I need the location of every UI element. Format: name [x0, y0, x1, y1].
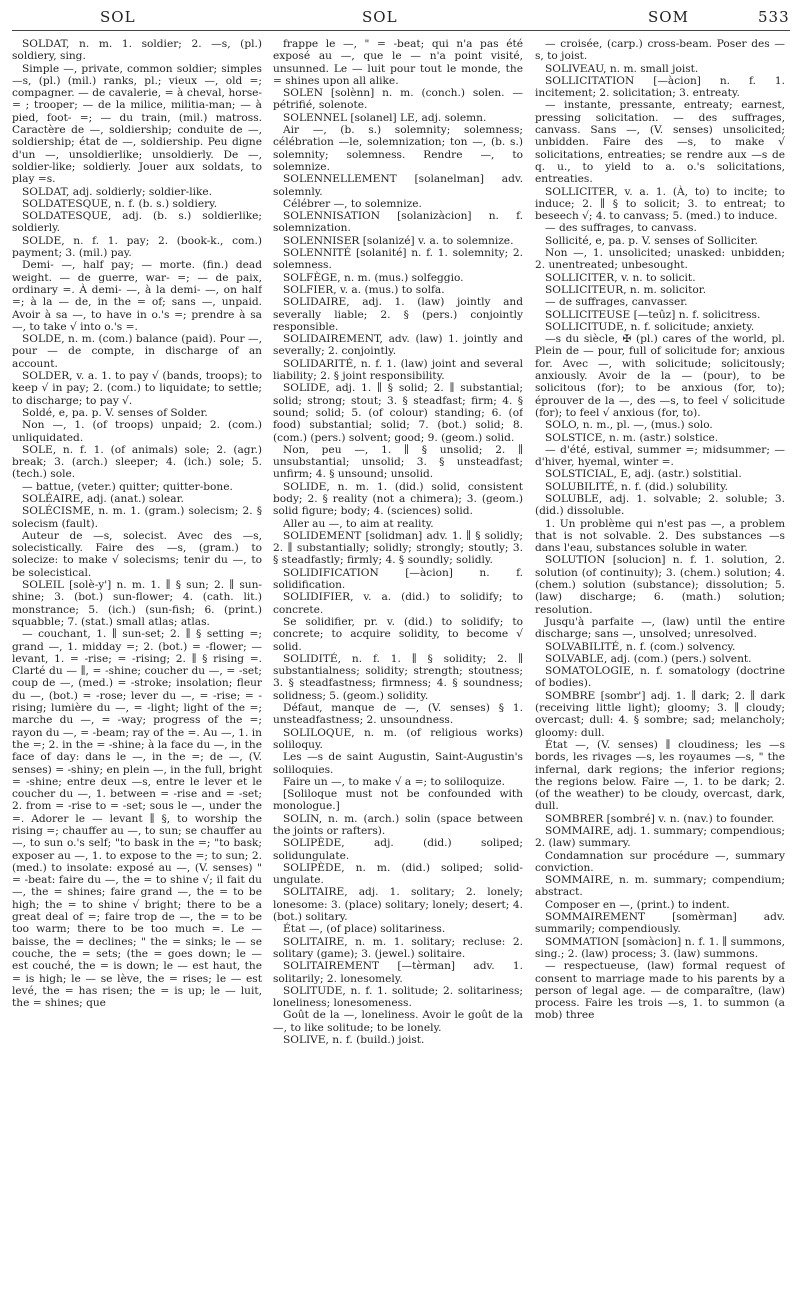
dictionary-entry: Goût de la —, loneliness. Avoir le goût de la —, to like solitude; to be lonely. [273, 1009, 523, 1034]
dictionary-entry: SOMMATION [somàcion] n. f. 1. ∥ summons, sing.; 2. (law) process; 3. (law) summons. [535, 935, 785, 960]
dictionary-entry: —s du siècle, ✠ (pl.) cares of the world, pl. Plein de — pour, full of solicitude for; anxious for. Avec —, with solicitude; solicitously; anxiously. Avoir de la — (pour), to be solicitous (for); to be anxious (for, to); éprouver de la —, des —s, to feel √ solicitude (for); to feel √ anxious (for, to). [535, 333, 785, 419]
dictionary-entry: Jusqu'à parfaite —, (law) until the entire discharge; sans —, unsolved; unresolved. [535, 615, 785, 641]
dictionary-entry: Non, peu —, 1. ∥ § unsolid; 2. ∥ unsubstantial; unsolid; 3. § unsteadfast; unfirm; 4. § unsound; unsolid. [273, 443, 523, 481]
dictionary-entry: Demi- —, half pay; — morte. (fin.) dead weight. — de guerre, war- =; — de paix, ordinary =. À demi- —, à la demi- —, on half =; à la — de, in the = of; sans —, unpaid. Avoir à sa —, to have in o.'s =; prendre à sa —, to take √ into o.'s =. [12, 259, 262, 333]
dictionary-entry: SOLÉAIRE, adj. (anat.) solear. [22, 492, 184, 505]
dictionary-entry: SOLSTICIAL, E, adj. (astr.) solstitial. [545, 468, 742, 481]
dictionary-entry: SOLLICITATION [—àcion] n. f. 1. incitement; 2. solicitation; 3. entreaty. [535, 74, 785, 100]
dictionary-entry: SOLIDARITÉ, n. f. 1. (law) joint and several liability; 2. § joint responsibility. [273, 357, 523, 383]
dictionary-entry: SOLIVEAU, n. m. small joist. [545, 62, 699, 75]
dictionary-entry: — d'été, estival, summer =; midsummer; — d'hiver, hyemal, winter =. [535, 443, 785, 469]
dictionary-entry: SOLIDE, n. m. 1. (did.) solid, consistent body; 2. § reality (not a chimera); 3. (geom.) solid figure; body; 4. (sciences) solid. [273, 480, 523, 518]
dictionary-entry: SOMBRER [sombré] v. n. (nav.) to founder. [545, 812, 775, 825]
dictionary-entry: SOLLICITUDE, n. f. solicitude; anxiety. [545, 320, 755, 333]
column-left [12, 38, 262, 1300]
dictionary-entry: SOMBRE [sombr'] adj. 1. ∥ dark; 2. ∥ dark (receiving little light); gloomy; 3. ∥ cloudy; overcast; dull: 4. § sombre; sad; melancholy; gloomy: dull. [535, 689, 785, 739]
dictionary-entry: SOLUBLE, adj. 1. solvable; 2. soluble; 3. (did.) dissoluble. [535, 492, 785, 518]
dictionary-entry: SOLLICITER, v. n. to solicit. [545, 271, 696, 284]
dictionary-entry: État —, (V. senses) ∥ cloudiness; les —s bords, les rivages —s, les royaumes —s, " the infernal, dark regions; the inferior regions; the regions below. Faire —, 1. to be dark; 2. (of the weather) to be cloudy, overcast, dark, dull. [535, 738, 785, 813]
dictionary-entry: SOLO, n. m., pl. —, (mus.) solo. [545, 419, 713, 432]
dictionary-entry: Air —, (b. s.) solemnity; solemness; célébration —le, solemnization; ton —, (b. s.) solemnity; solemness. Rendre —, to solemnize. [273, 124, 523, 173]
dictionary-entry: SOLUBILITÉ, n. f. (did.) solubility. [545, 480, 729, 493]
dictionary-entry: SOLSTICE, n. m. (astr.) solstice. [545, 431, 719, 444]
dictionary-entry: Célébrer —, to solemnize. [283, 197, 422, 210]
dictionary-entry: SOLEN [solènn] n. m. (conch.) solen. — pétrifié, solenote. [273, 87, 523, 112]
dictionary-entry: [Soliloque must not be confounded with monologue.] [273, 788, 523, 813]
dictionary-entry: SOLITAIRE, n. m. 1. solitary; recluse: 2. solitary (game); 3. (jewel.) solitaire. [273, 935, 523, 960]
dictionary-entry: SOLIDITÉ, n. f. 1. ∥ § solidity; 2. ∥ substantialness; solidity; strength; stoutness; 3. § steadfastness; firmness; 4. § soundness; solidness; 5. (geom.) solidity. [273, 652, 523, 702]
dictionary-entry: SOLDATESQUE, adj. (b. s.) soldierlike; soldierly. [12, 210, 262, 235]
dictionary-entry: SOMMAIRE, n. m. summary; compendium; abstract. [535, 874, 785, 899]
dictionary-entry: SOLFÈGE, n. m. (mus.) solfeggio. [283, 271, 464, 284]
dictionary-entry: SOLIDEMENT [solidman] adv. 1. ∥ § solidly; 2. ∥ substantially; solidly; strongly; stoutly; 3. § steadfastly; firmly; 4. § soundly; solidly. [273, 529, 523, 567]
dictionary-entry: SOLIPÈDE, n. m. (did.) soliped; solid-ungulate. [273, 861, 523, 887]
dictionary-entry: — de suffrages, canvasser. [545, 296, 688, 309]
column-middle [273, 38, 523, 1300]
dictionary-entry: SOLLICITEUSE [—teûz] n. f. solicitress. [545, 308, 761, 321]
dictionary-entry: SOLDAT, adj. soldierly; soldier-like. [22, 185, 213, 198]
running-head-left: SOL [100, 8, 136, 26]
dictionary-entry: Condamnation sur procédure —, summary conviction. [535, 849, 785, 874]
header-rule [12, 30, 790, 31]
dictionary-entry: Sollicité, e, pa. p. V. senses of Solliciter. [545, 234, 758, 247]
dictionary-entry: Se solidifier, pr. v. (did.) to solidify; to concrete; to acquire solidity, to become √ solid. [273, 615, 523, 653]
dictionary-entry: Simple —, private, common soldier; simples —s, (pl.) (mil.) ranks, pl.; vieux —, old =; compagner. — de cavalerie, = à cheval, horse- = ; trooper; — de la milice, militia-man; — à pied, foot- =; — du train, (mil.) matross. Caractère de —, soldiership; conduite de —, soldiership; état de —, soldiership. Peu digne d'un —, unsoldierlike; unsoldierly. De —, soldier-like; soldierly. Jouer aux soldats, to play =s. [12, 62, 262, 186]
dictionary-entry: — des suffrages, to canvass. [545, 222, 697, 235]
dictionary-entry: SOLIDIFIER, v. a. (did.) to solidify; to concrete. [273, 591, 523, 616]
dictionary-entry: SOLENNISER [solanizé] v. a. to solemnize. [283, 234, 514, 247]
dictionary-entry: — respectueuse, (law) formal request of consent to marriage made to his parents by a person of legal age. — de comparaître, (law) process. Faire les trois —s, 1. to summon (a mob) three [535, 960, 785, 1022]
dictionary-entry: SOLIVE, n. f. (build.) joist. [283, 1034, 425, 1047]
dictionary-entry: Les —s de saint Augustin, Saint-Augustin's soliloquies. [273, 751, 523, 776]
column-right [535, 38, 785, 1300]
dictionary-entry: SOLE, n. f. 1. (of animals) sole; 2. (agr.) break; 3. (arch.) sleeper; 4. (ich.) sole; 5. (tech.) sole. [12, 443, 262, 481]
dictionary-entry: SOLILOQUE, n. m. (of religious works) soliloquy. [273, 726, 523, 751]
dictionary-entry: État —, (of place) solitariness. [283, 923, 446, 936]
dictionary-entry: SOLUTION [solucion] n. f. 1. solution, 2. solution (of continuity); 3. (chem.) solution; 4. (chem.) solution (substance); dissolution; 5. (law) discharge; 6. (math.) solution; resolution. [535, 554, 785, 616]
dictionary-entry: SOLDAT, n. m. 1. soldier; 2. —s, (pl.) soldiery, sing. [12, 38, 262, 63]
dictionary-entry: SOLDE, n. f. 1. pay; 2. (book-k., com.) payment; 3. (mil.) pay. [12, 234, 262, 260]
dictionary-entry: SOLVABLE, adj. (com.) (pers.) solvent. [545, 652, 752, 665]
dictionary-entry: SOLVABILITÉ, n. f. (com.) solvency. [545, 640, 736, 653]
running-head-center: SOL [362, 8, 398, 26]
dictionary-entry: — croisée, (carp.) cross-beam. Poser des —s, to joist. [535, 38, 785, 63]
dictionary-entry: SOLIPÈDE, adj. (did.) soliped; solidungulate. [273, 837, 523, 862]
dictionary-entry: SOLITAIREMENT [—tèrman] adv. 1. solitarily; 2. lonesomely. [273, 960, 523, 985]
dictionary-entry: Soldé, e, pa. p. V. senses of Solder. [22, 406, 208, 419]
dictionary-entry: SOLDER, v. a. 1. to pay √ (bands, troops); to keep √ in pay; 2. (com.) to liquidate; to settle; to discharge; to pay √. [12, 370, 262, 407]
dictionary-entry: SOLENNEL [solanel] LE, adj. solemn. [283, 111, 487, 124]
dictionary-entry: SOMMAIREMENT [somèrman] adv. summarily; compendiously. [535, 911, 785, 936]
dictionary-entry: SOLIN, n. m. (arch.) solin (space between the joints or rafters). [273, 812, 523, 837]
dictionary-entry: SOLENNITÉ [solanité] n. f. 1. solemnity; 2. solemness. [273, 247, 523, 272]
dictionary-entry: SOLENNELLEMENT [solanelman] adv. solemnly. [273, 173, 523, 198]
page-number: 533 [758, 8, 790, 26]
dictionary-entry: — couchant, 1. ∥ sun-set; 2. ∥ § setting =; grand —, 1. midday =; 2. (bot.) = -flower; — levant, 1. = -rise; = -rising; 2. ∥ § rising =. Clarté du — ∥, = -shine; coucher du —, = -set; coup de —, (med.) = -stroke; insolation; fleur du —, (bot.) = -rose; lever du —, = -rise; = -rising; lumière du —, = -light; light of the =; marche du —, = -way; progress of the =; rayon du —, = -beam; ray of the =. Au —, 1. in the =; 2. in the = -shine; à la face du —, in the face of day: dans le —, in the =; de —, (V. senses) = -shiny; en plein —, in the full, bright = -shine; entre deux —s, entre le lever et le coucher du —, 1. between = -rise and = -set; 2. from = -rise to = -set; sous le —, under the =. Adorer le — levant ∥ §, to worship the rising =; chauffer au —, to sun; se chauffer au —, to sun o.'s self; "to bask in the =; "to bask; exposer au —, 1. to expose to the =; to sun; 2. (med.) to insolate: exposé au —, (V. senses) " = -beat: faire du —, the = to shine √; il fait du —, the = shines; faire grand —, the = to be high; the = to shine √ bright; there to be a great deal of =; faire trop de —, the = to be too warm; there to be too much =. Le — baisse, the = declines; " the = sinks; le — se couche, the = sets; (the = goes down; le — est couché, the = is down; le — est haut, the = is high; le — se lève, the = rises; le — est levé, the = has risen; the = is up; le — luit, the = shines; que [12, 628, 262, 1010]
dictionary-entry: SOLFIER, v. a. (mus.) to solfa. [283, 283, 445, 296]
dictionary-entry: Auteur de —s, solecist. Avec des —s, solecistically. Faire des —s, (gram.) to solecize: to make √ solecisms; tenir du —, to be solecistical. [12, 529, 262, 579]
dictionary-entry: Composer en —, (print.) to indent. [545, 898, 730, 911]
dictionary-entry: Faire un —, to make √ a =; to soliloquize. [283, 775, 505, 788]
dictionary-entry: Aller au —, to aim at reality. [283, 517, 434, 530]
dictionary-entry: SOLIDAIRE, adj. 1. (law) jointly and severally liable; 2. § (pers.) conjointly responsible. [273, 296, 523, 333]
dictionary-entry: SOLENNISATION [solanizàcion] n. f. solemnization. [273, 210, 523, 235]
dictionary-entry: — battue, (veter.) quitter; quitter-bone. [22, 480, 233, 493]
dictionary-entry: Défaut, manque de —, (V. senses) § 1. unsteadfastness; 2. unsoundness. [273, 702, 523, 727]
dictionary-entry: 1. Un problème qui n'est pas —, a problem that is not solvable. 2. Des substances —s dans l'eau, substances soluble in water. [535, 517, 785, 555]
dictionary-entry: SOLDE, n. m. (com.) balance (paid). Pour —, pour — de compte, in discharge of an account. [12, 333, 262, 370]
dictionary-entry: SOLÉCISME, n. m. 1. (gram.) solecism; 2. § solecism (fault). [12, 505, 262, 530]
dictionary-entry: SOLITAIRE, adj. 1. solitary; 2. lonely; lonesome: 3. (place) solitary; lonely; desert; 4. (bot.) solitary. [273, 886, 523, 924]
dictionary-entry: SOLLICITEUR, n. m. solicitor. [545, 283, 707, 296]
dictionary-entry: SOMATOLOGIE, n. f. somatology (doctrine of bodies). [535, 665, 785, 690]
dictionary-entry: SOLIDE, adj. 1. ∥ § solid; 2. ∥ substantial; solid; strong; stout; 3. § steadfast; firm; 4. § sound; solid; 5. (of colour) standing; 6. (of food) substantial; solid; 7. (bot.) solid; 8. (com.) (pers.) solvent; good; 9. (geom.) solid. [273, 382, 523, 444]
dictionary-entry: SOLEIL [solè-y'] n. m. 1. ∥ § sun; 2. ∥ sun-shine; 3. (bot.) sun-flower; 4. (cath. lit.) monstrance; 5. (ich.) (sun-fish; 6. (print.) squabble; 7. (stat.) small atlas; atlas. [12, 579, 262, 628]
dictionary-entry: Non —, 1. (of troops) unpaid; 2. (com.) unliquidated. [12, 419, 262, 444]
dictionary-entry: SOLIDIFICATION [—àcion] n. f. solidification. [273, 566, 523, 592]
dictionary-entry: SOLLICITER, v. a. 1. (À, to) to incite; to induce; 2. ∥ § to solicit; 3. to entreat; to beseech √; 4. to canvass; 5. (med.) to induce. [535, 185, 785, 223]
dictionary-entry: SOMMAIRE, adj. 1. summary; compendious; 2. (law) summary. [535, 825, 785, 850]
running-head-right: SOM [648, 8, 689, 26]
dictionary-entry: SOLDATESQUE, n. f. (b. s.) soldiery. [22, 197, 218, 210]
dictionary-entry: Non —, 1. unsolicited; unasked: unbidden; 2. unentreated; unbesought. [535, 247, 785, 272]
dictionary-entry: frappe le —, " = -beat; qui n'a pas été exposé au —, que le — n'a point visité, unsunned. Le — luit pour tout le monde, the = shines upon all alike. [273, 38, 523, 87]
dictionary-entry: — instante, pressante, entreaty; earnest, pressing solicitation. — des suffrages, canvass. Sans —, (V. senses) unsolicited; unbidden. Faire des —s, to make √ solicitations, entreaties; se rendre aux —s de q. u., to yield to a. o.'s solicitations, entreaties. [535, 99, 785, 186]
dictionary-entry: SOLITUDE, n. f. 1. solitude; 2. solitariness; loneliness; lonesomeness. [273, 984, 523, 1010]
dictionary-entry: SOLIDAIREMENT, adv. (law) 1. jointly and severally; 2. conjointly. [273, 333, 523, 358]
